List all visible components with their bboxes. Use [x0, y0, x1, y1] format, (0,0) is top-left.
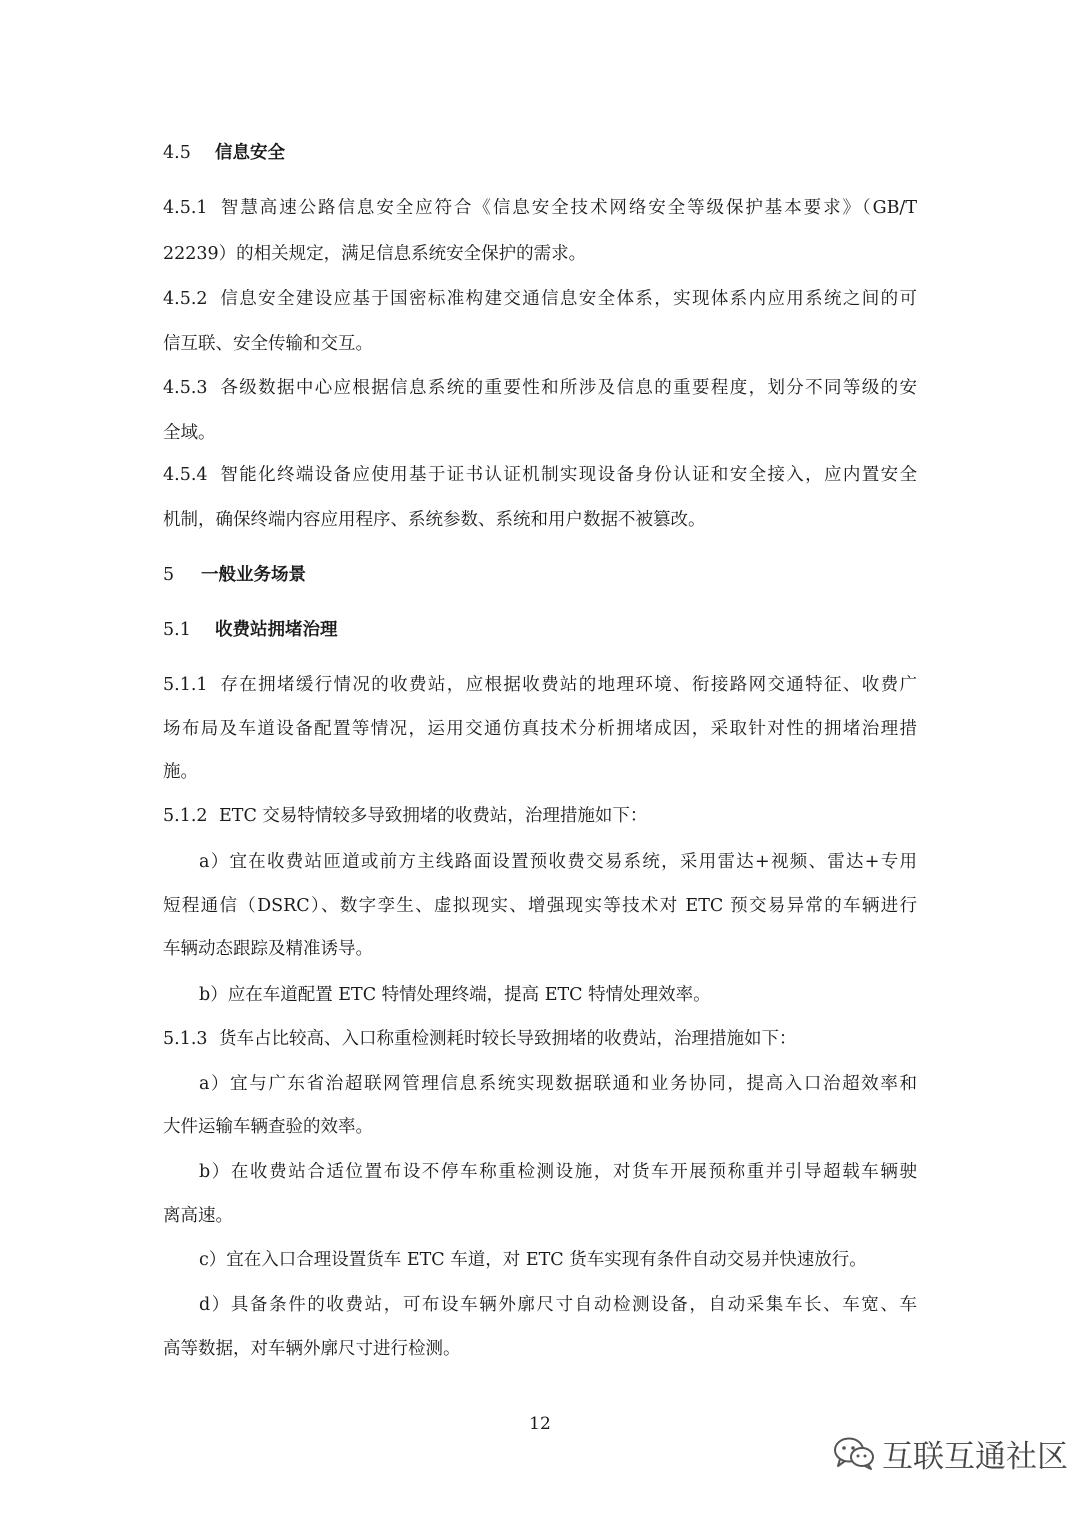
- clause-text: 货车占比较高、入口称重检测耗时较长导致拥堵的收费站，治理措施如下：: [219, 1029, 797, 1049]
- heading-title: 收费站拥堵治理: [215, 620, 338, 640]
- clause-5-1-3-intro: [163, 1027, 797, 1051]
- clause-4-5-1-line-1: [163, 196, 917, 220]
- watermark-text: 互联互通社区: [882, 1438, 1068, 1475]
- item-5-1-3-a-line-1: a）宜与广东省治超联网管理信息系统实现数据联通和业务协同，提高入口治超效率和: [199, 1074, 917, 1094]
- clause-4-5-4-line-2: 机制，确保终端内容应用程序、系统参数、系统和用户数据不被篡改。: [163, 510, 706, 530]
- item-5-1-3-b-line-1: b）在收费站合适位置布设不停车称重检测设施，对货车开展预称重并引导超载车辆驶: [199, 1162, 917, 1182]
- clause-text: 信息安全建设应基于国密标准构建交通信息安全体系，实现体系内应用系统之间的可: [219, 289, 917, 309]
- wechat-icon: [832, 1435, 876, 1471]
- item-5-1-3-d-line-2: 高等数据，对车辆外廓尺寸进行检测。: [163, 1339, 461, 1359]
- clause-5-1-2-intro: [163, 804, 647, 828]
- clause-4-5-4-line-1: [163, 463, 917, 487]
- item-5-1-3-d-line-1: d）具备条件的收费站，可布设车辆外廓尺寸自动检测设备，自动采集车长、车宽、车: [199, 1295, 917, 1315]
- heading-title: 一般业务场景: [201, 565, 306, 585]
- heading-number: 5: [163, 565, 175, 585]
- clause-4-5-2-line-1: [163, 287, 917, 311]
- item-5-1-3-a-line-2: 大件运输车辆查验的效率。: [163, 1117, 373, 1137]
- heading-4-5: [163, 141, 285, 165]
- clause-text: ETC 交易特情较多导致拥堵的收费站，治理措施如下：: [219, 806, 648, 826]
- heading-title: 信息安全: [215, 143, 285, 163]
- heading-5-1: [163, 618, 338, 642]
- clause-4-5-2-line-2: 信互联、安全传输和交互。: [163, 334, 373, 354]
- clause-number: 5.1.2: [163, 806, 208, 826]
- clause-4-5-1-line-2: 22239）的相关规定，满足信息系统安全保护的需求。: [163, 244, 587, 264]
- clause-4-5-3-line-2: 全域。: [163, 423, 216, 443]
- clause-number: 4.5.1: [163, 198, 208, 218]
- page-number: 12: [529, 1414, 551, 1434]
- item-5-1-3-c: c）宜在入口合理设置货车 ETC 车道，对 ETC 货车实现有条件自动交易并快速放行。: [199, 1250, 867, 1270]
- heading-5: [163, 563, 306, 587]
- clause-4-5-3-line-1: [163, 376, 917, 400]
- watermark: [832, 1428, 1068, 1478]
- clause-number: 4.5.3: [163, 378, 208, 398]
- item-5-1-2-a-line-2: 短程通信（DSRC）、数字孪生、虚拟现实、增强现实等技术对 ETC 预交易异常的车辆进行: [163, 896, 917, 916]
- item-5-1-2-a-line-3: 车辆动态跟踪及精准诱导。: [163, 939, 373, 959]
- clause-number: 4.5.4: [163, 465, 208, 485]
- clause-5-1-1-line-1: [163, 673, 917, 697]
- heading-number: 5.1: [163, 620, 191, 640]
- heading-number: 4.5: [163, 143, 191, 163]
- clause-text: 存在拥堵缓行情况的收费站，应根据收费站的地理环境、衔接路网交通特征、收费广: [219, 675, 917, 695]
- clause-number: 5.1.1: [163, 675, 208, 695]
- item-5-1-3-b-line-2: 离高速。: [163, 1206, 233, 1226]
- item-5-1-2-a-line-1: a）宜在收费站匝道或前方主线路面设置预收费交易系统，采用雷达+视频、雷达+专用: [199, 852, 917, 872]
- clause-text: 智能化终端设备应使用基于证书认证机制实现设备身份认证和安全接入，应内置安全: [219, 465, 917, 485]
- item-5-1-2-b: b）应在车道配置 ETC 特情处理终端，提高 ETC 特情处理效率。: [199, 985, 711, 1005]
- clause-5-1-1-line-3: 施。: [163, 762, 198, 782]
- clause-text: 各级数据中心应根据信息系统的重要性和所涉及信息的重要程度，划分不同等级的安: [219, 378, 917, 398]
- clause-number: 5.1.3: [163, 1029, 208, 1049]
- clause-text: 智慧高速公路信息安全应符合《信息安全技术网络安全等级保护基本要求》（GB/T: [219, 198, 917, 218]
- clause-number: 4.5.2: [163, 289, 208, 309]
- clause-5-1-1-line-2: 场布局及车道设备配置等情况，运用交通仿真技术分析拥堵成因，采取针对性的拥堵治理措: [163, 719, 917, 739]
